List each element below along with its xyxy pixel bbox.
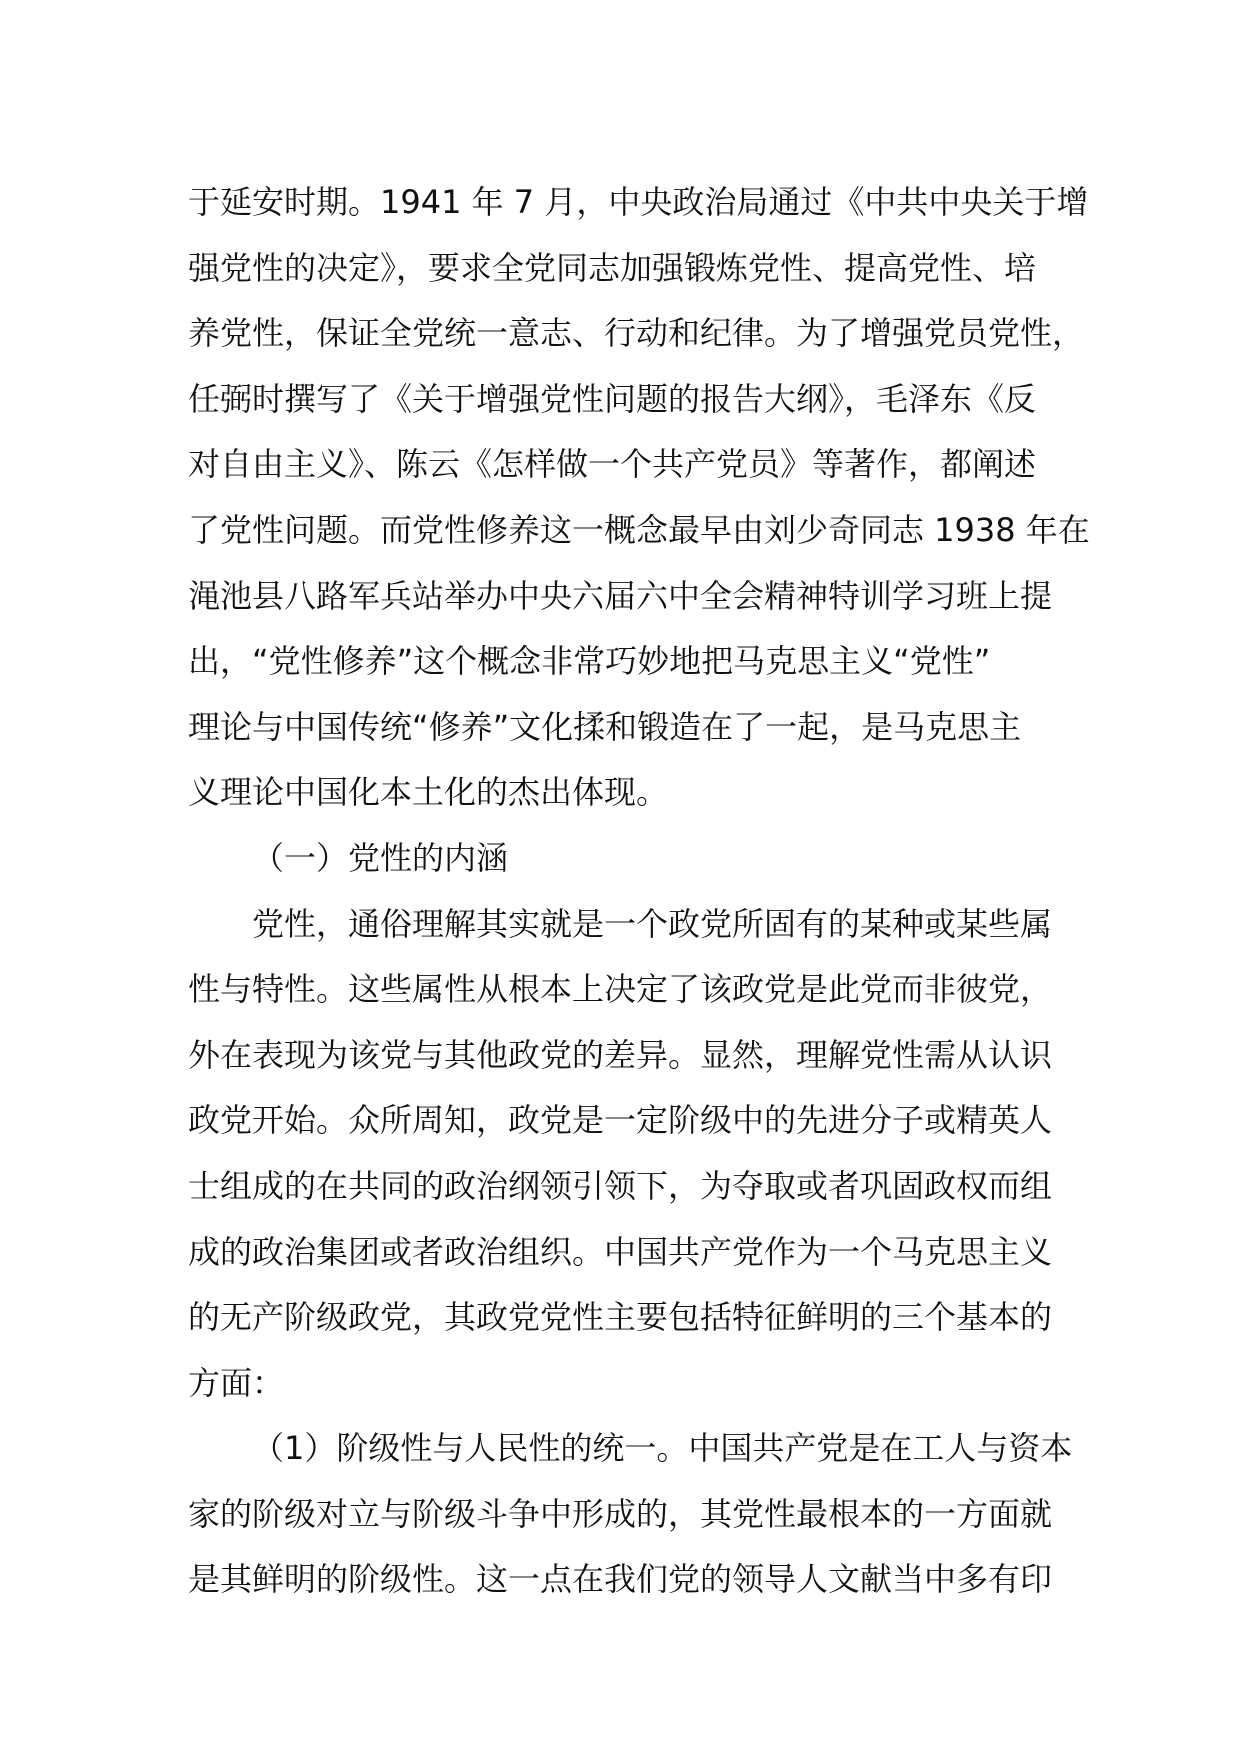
text-line: 于延安时期。1941 年 7 月，中央政治局通过《中共中央关于增 (188, 183, 1089, 221)
text-line: 的无产阶级政党，其政党党性主要包括特征鲜明的三个基本的 (188, 1298, 1053, 1337)
text-line: 家的阶级对立与阶级斗争中形成的，其党性最根本的一方面就 (188, 1494, 1053, 1533)
body-text (188, 170, 1090, 1613)
text-line: 理论与中国传统“修养”文化揉和锻造在了一起，是马克思主 (188, 707, 1022, 746)
text-line: 渑池县八路军兵站举办中央六届六中全会精神特训学习班上提 (188, 576, 1053, 615)
paragraph-start-line: 党性，通俗理解其实就是一个政党所固有的某种或某些属 (252, 904, 1053, 943)
text-line: 对自由主义》、陈云《怎样做一个共产党员》等著作，都阐述 (188, 445, 1037, 484)
paragraph-start-line: （1）阶级性与人民性的统一。中国共产党是在工人与资本 (252, 1429, 1073, 1468)
text-line: 士组成的在共同的政治纲领引领下，为夺取或者巩固政权而组 (188, 1166, 1053, 1205)
text-line: 成的政治集团或者政治组织。中国共产党作为一个马克思主义 (188, 1232, 1053, 1271)
text-line: 养党性，保证全党统一意志、行动和纪律。为了增强党员党性， (188, 314, 1085, 353)
text-line: 外在表现为该党与其他政党的差异。显然，理解党性需从认识 (188, 1035, 1053, 1074)
text-line: 方面： (188, 1363, 285, 1402)
text-line: 义理论中国化本土化的杰出体现。 (188, 773, 669, 812)
text-line: 任弼时撰写了《关于增强党性问题的报告大纲》，毛泽东《反 (188, 379, 1037, 418)
text-line: 强党性的决定》，要求全党同志加强锻炼党性、提高党性、培 (188, 248, 1037, 287)
text-line: 了党性问题。而党性修养这一概念最早由刘少奇同志 1938 年在 (188, 510, 1090, 549)
section-heading: （一）党性的内涵 (252, 838, 509, 877)
text-line: 是其鲜明的阶级性。这一点在我们党的领导人文献当中多有印 (188, 1560, 1053, 1599)
text-line: 出，“党性修养”这个概念非常巧妙地把马克思主义“党性” (188, 642, 991, 681)
text-line: 政党开始。众所周知，政党是一定阶级中的先进分子或精英人 (188, 1101, 1053, 1140)
text-line: 性与特性。这些属性从根本上决定了该政党是此党而非彼党， (188, 970, 1053, 1009)
